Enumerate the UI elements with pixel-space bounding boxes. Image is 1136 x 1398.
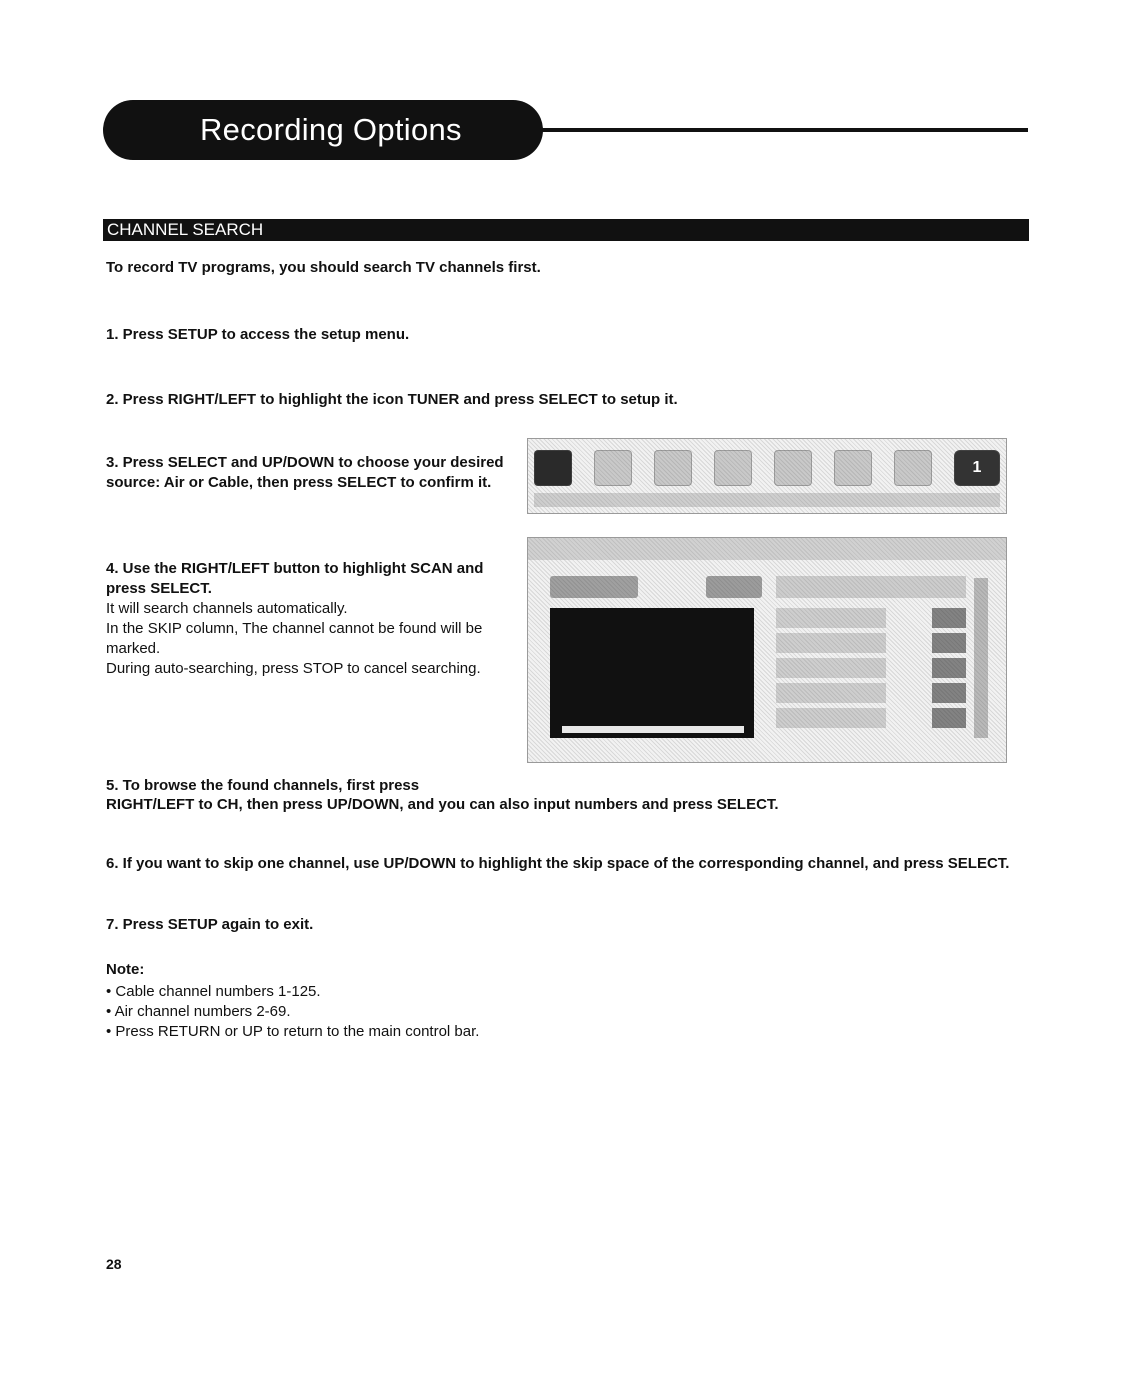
clock-icon [894,450,932,486]
channel-row [776,708,966,730]
note-item-2: • Air channel numbers 2-69. [106,1003,291,1020]
skip-cell [932,708,966,728]
step-4-heading: 4. Use the RIGHT/LEFT button to highlight SCAN and press SELECT. [106,560,484,597]
skip-cell [932,658,966,678]
antenna-icon [654,450,692,486]
channel-cell [776,708,886,728]
channel-column-header [776,576,966,598]
step-4 [106,559,526,679]
channel-icon: 1 [954,450,1000,486]
step-6: 6. If you want to skip one channel, use UP/DOWN to highlight the skip space of the corresponding channel, and press SELECT. [106,855,1010,872]
channel-row [776,683,966,705]
step-5-line-1: 5. To browse the found channels, first press [106,777,420,794]
step-2: 2. Press RIGHT/LEFT to highlight the icon TUNER and press SELECT to setup it. [106,391,678,408]
source-select-box [550,576,638,598]
audio-icon [774,450,812,486]
step-4-line-1: It will search channels automatically. [106,600,348,617]
scan-progress-bar [562,726,744,733]
tuner-icon [714,450,752,486]
settings-icon [594,450,632,486]
note-heading: Note: [106,961,145,978]
page-number: 28 [106,1256,122,1272]
tuner-header-bar [528,538,1006,560]
channel-row [776,633,966,655]
section-title: CHANNEL SEARCH [107,220,264,239]
note-item-3: • Press RETURN or UP to return to the main control bar. [106,1023,480,1040]
note-item-1: • Cable channel numbers 1-125. [106,983,321,1000]
title-divider [540,128,1028,132]
channel-list [776,608,966,733]
icon-label-strip [534,493,1000,507]
step-3: 3. Press SELECT and UP/DOWN to choose your desired source: Air or Cable, then press SELECT to confirm it. [106,454,504,491]
intro-text: To record TV programs, you should search TV channels first. [106,259,541,276]
tuner-scan-screenshot [527,537,1007,763]
language-icon [834,450,872,486]
skip-cell [932,683,966,703]
skip-cell [932,608,966,628]
step-7: 7. Press SETUP again to exit. [106,916,314,933]
step-1: 1. Press SETUP to access the setup menu. [106,326,410,343]
channel-row [776,658,966,680]
channel-cell [776,683,886,703]
channel-cell [776,633,886,653]
section-heading-bar [103,219,1029,241]
scan-button-graphic [706,576,762,598]
page-title: Recording Options [200,112,462,147]
video-preview [550,608,754,738]
scrollbar-graphic [974,578,988,738]
setup-menu-screenshot [527,438,1007,514]
video-icon [534,450,572,486]
step-4-line-2: In the SKIP column, The channel cannot be found will be marked. [106,620,483,657]
setup-icon-bar [534,447,1000,489]
scan-progress-fill [562,726,744,733]
step-4-line-3: During auto-searching, press STOP to cancel searching. [106,660,481,677]
skip-cell [932,633,966,653]
channel-cell [776,608,886,628]
channel-row [776,608,966,630]
step-5-line-2: RIGHT/LEFT to CH, then press UP/DOWN, and you can also input numbers and press SELECT. [106,796,779,813]
channel-cell [776,658,886,678]
